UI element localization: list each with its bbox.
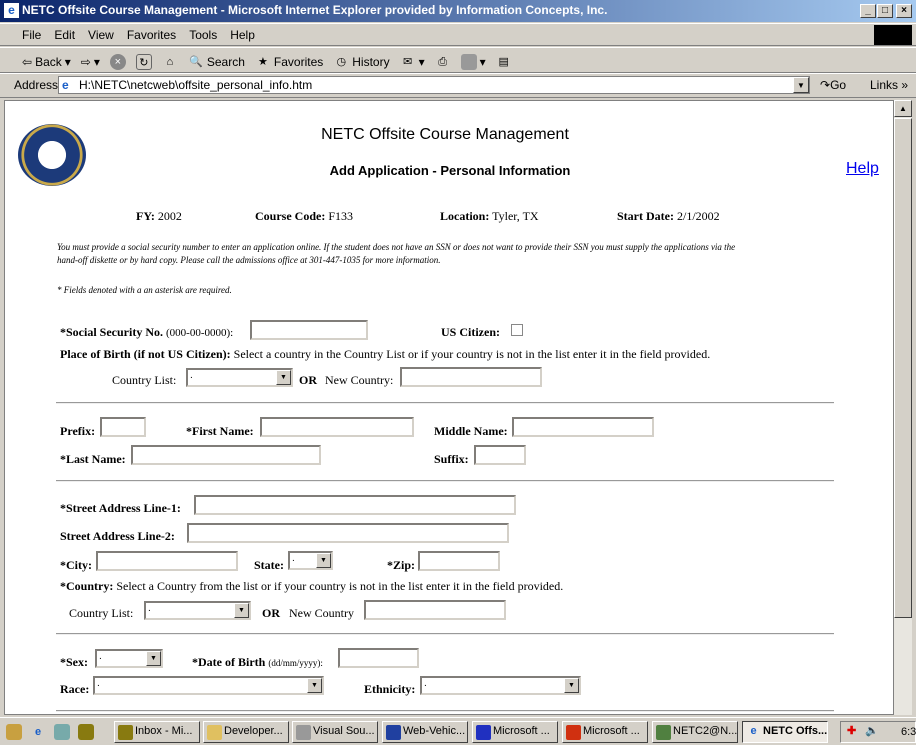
menu-favorites[interactable]: Favorites: [126, 28, 177, 42]
fy-info: [136, 209, 182, 224]
street1-input[interactable]: [194, 495, 516, 515]
suffix-input[interactable]: [474, 445, 526, 465]
task-label: NETC Offs...: [763, 725, 828, 737]
race-select[interactable]: [93, 676, 324, 695]
street2-input[interactable]: [187, 523, 509, 543]
start-info: [617, 209, 720, 224]
print-button[interactable]: [435, 52, 451, 72]
divider: [56, 480, 834, 482]
location-value: Tyler, TX: [492, 209, 539, 223]
word-icon: [386, 725, 401, 740]
address-url: H:\NETC\netcweb\offsite_personal_info.htm: [79, 78, 313, 92]
suffix-label: Suffix:: [434, 452, 469, 466]
select-value: .: [424, 678, 427, 689]
new-country-label: New Country: [289, 606, 354, 620]
system-tray: [840, 721, 916, 743]
city-input[interactable]: [96, 551, 238, 571]
back-label: Back: [35, 55, 62, 69]
task-word[interactable]: [382, 721, 468, 743]
street2-label: Street Address Line-2:: [60, 529, 175, 543]
app-icon: [476, 725, 491, 740]
race-label: Race:: [60, 682, 90, 696]
pob-new-country-input[interactable]: [400, 367, 542, 387]
country-list-label: Country List:: [69, 606, 134, 620]
sex-label: *Sex:: [60, 655, 88, 669]
history-icon: ◷: [336, 56, 347, 68]
divider: [56, 402, 834, 404]
window-title: NETC Offsite Course Management - Microsoft Internet Explorer provided by Information Concepts, Inc.: [22, 3, 608, 17]
history-button[interactable]: [333, 52, 389, 72]
pob-label: Place of Birth (if not US Citizen):: [60, 347, 231, 361]
vertical-scrollbar[interactable]: [894, 100, 912, 715]
edit-button[interactable]: ▾: [461, 52, 486, 72]
fy-value: 2002: [157, 209, 182, 223]
location-label: Location:: [440, 209, 490, 223]
address-label: Address: [14, 78, 59, 92]
menu-tools[interactable]: Tools: [189, 28, 218, 42]
ethnicity-select[interactable]: [420, 676, 581, 695]
ie-quicklaunch-icon[interactable]: e: [34, 726, 42, 738]
clock: 6:3: [901, 726, 916, 738]
taskbar: [0, 717, 916, 745]
prefix-label: Prefix:: [60, 424, 96, 438]
history-label: History: [352, 55, 390, 69]
task-label: Microsoft ...: [493, 725, 550, 737]
discuss-button[interactable]: [496, 52, 512, 72]
street1-label: *Street Address Line-1:: [60, 501, 181, 515]
chevron-down-icon: ▼: [276, 370, 291, 385]
maximize-button[interactable]: □: [877, 4, 893, 18]
zip-label: *Zip:: [387, 558, 416, 572]
state-select[interactable]: [288, 551, 333, 570]
last-name-label: *Last Name:: [60, 452, 126, 466]
edit-icon: [461, 54, 477, 70]
select-value: .: [148, 603, 151, 614]
stop-button[interactable]: [110, 52, 126, 72]
links-label: Links: [870, 78, 899, 92]
scroll-thumb[interactable]: [894, 118, 912, 618]
dob-format: (dd/mm/yyyy):: [268, 658, 323, 668]
us-citizen-label: US Citizen:: [441, 325, 500, 339]
ssn-notice-line2: hand-off diskette or by hard copy. Please call the admissions office at 301-447-1035 for more information.: [57, 255, 441, 265]
menu-help[interactable]: Help: [230, 28, 255, 42]
task-netc-offsite[interactable]: [742, 721, 828, 743]
task-microsoft-1[interactable]: [472, 721, 558, 743]
minimize-button[interactable]: _: [860, 4, 876, 18]
title-bar: [0, 0, 916, 22]
chevron-down-icon: ▼: [307, 678, 322, 693]
city-label: *City:: [60, 558, 92, 572]
ie-icon: e: [750, 725, 757, 737]
course-value: F133: [328, 209, 354, 223]
country-instructions: Select a Country from the list or if your country is not in the list enter it in the field provided.: [116, 579, 564, 593]
required-note: * Fields denoted with a an asterisk are required.: [57, 285, 232, 295]
start-label: Start Date:: [617, 209, 674, 223]
refresh-button[interactable]: [136, 52, 152, 72]
address-dropdown-button[interactable]: ▼: [793, 77, 809, 93]
divider: [56, 633, 834, 635]
toolbar: [0, 47, 916, 73]
menu-file[interactable]: File: [22, 28, 42, 42]
ethnicity-label: Ethnicity:: [364, 682, 416, 696]
windows-logo: [874, 25, 912, 45]
task-developer[interactable]: [203, 721, 289, 743]
country-label: *Country:: [60, 579, 114, 593]
country-select[interactable]: [144, 601, 251, 620]
mail-icon: ✉: [403, 56, 413, 68]
stop-icon: ×: [110, 54, 126, 70]
forward-button[interactable]: ⇨ ▾: [80, 55, 100, 69]
search-icon: [207, 725, 222, 740]
refresh-icon: ↻: [136, 54, 152, 70]
discuss-icon: ▤: [498, 56, 509, 68]
ssn-label: [60, 325, 233, 340]
sex-select[interactable]: [95, 649, 163, 668]
menu-bar: [0, 23, 916, 46]
page-subtitle: Add Application - Personal Information: [329, 163, 571, 178]
ssn-notice-line1: You must provide a social security number to enter an application online. If the student does not have an SSN or does not want to provide their SSN you must supply the applications via the: [57, 242, 736, 252]
scroll-up-button[interactable]: ▲: [894, 100, 912, 117]
chevron-down-icon: ▼: [564, 678, 579, 693]
ssn-input[interactable]: [250, 320, 368, 340]
mail-button[interactable]: ✉ ▾: [400, 52, 425, 72]
dob-label: *Date of Birth: [192, 655, 266, 669]
frog-icon: [656, 725, 671, 740]
favorites-button[interactable]: [255, 52, 323, 72]
back-arrow-icon: ⇦: [22, 55, 33, 69]
pob-instructions: Select a country in the Country List or if your country is not in the list enter it in the field provided.: [233, 347, 711, 361]
middle-name-label: Middle Name:: [434, 424, 508, 438]
task-label: Visual Sou...: [313, 725, 375, 737]
select-value: .: [99, 651, 102, 662]
start-value: 2/1/2002: [676, 209, 720, 223]
select-value: .: [292, 553, 295, 564]
volume-icon[interactable]: 🔈: [865, 725, 879, 737]
go-label: Go: [830, 78, 847, 92]
zip-input[interactable]: [418, 551, 500, 571]
task-label: Microsoft ...: [583, 725, 640, 737]
dob-input[interactable]: [338, 648, 419, 668]
search-button[interactable]: [188, 52, 245, 72]
course-label: Course Code:: [255, 209, 326, 223]
or-label: OR: [299, 373, 317, 387]
chevron-down-icon: ▼: [316, 553, 331, 568]
network-icon[interactable]: [54, 724, 70, 740]
help-link[interactable]: Help: [846, 160, 879, 177]
middle-name-input[interactable]: [512, 417, 654, 437]
task-label: Web-Vehic...: [403, 725, 466, 737]
vault-icon: [296, 725, 311, 740]
page-content: [4, 100, 894, 715]
chevron-down-icon: ▼: [234, 603, 249, 618]
back-button[interactable]: ⇦ Back ▾: [22, 55, 71, 69]
address-input[interactable]: [58, 76, 810, 94]
page-icon: e: [62, 78, 69, 92]
favorites-label: Favorites: [273, 55, 324, 69]
pob-country-list-label: Country List:: [112, 373, 177, 387]
show-desktop-icon[interactable]: [6, 724, 22, 740]
outlook-icon: [118, 725, 133, 740]
fy-label: FY:: [136, 209, 155, 223]
task-inbox[interactable]: [114, 721, 200, 743]
menu-edit[interactable]: Edit: [54, 28, 76, 42]
us-citizen-checkbox[interactable]: [511, 324, 523, 336]
chevron-down-icon: ▼: [146, 651, 161, 666]
favorites-icon: ★: [257, 56, 268, 68]
select-value: .: [190, 370, 193, 381]
ie-icon: e: [4, 3, 19, 18]
pob-new-country-label: New Country:: [325, 373, 394, 387]
go-icon: ↷: [820, 78, 831, 92]
task-label: NETC2@N...: [673, 725, 738, 737]
new-country-input[interactable]: [364, 600, 506, 620]
app-icon: [566, 725, 581, 740]
prefix-input[interactable]: [100, 417, 146, 437]
outlook-icon[interactable]: [78, 724, 94, 740]
ssn-label-text: *Social Security No.: [60, 325, 163, 339]
divider: [56, 710, 834, 712]
page-title: NETC Offsite Course Management: [321, 126, 569, 143]
first-name-label: *First Name:: [186, 424, 254, 438]
or-label: OR: [262, 606, 280, 620]
task-microsoft-2[interactable]: [562, 721, 648, 743]
last-name-input[interactable]: [131, 445, 321, 465]
tray-icon[interactable]: ✚: [847, 725, 857, 737]
task-netc2[interactable]: [652, 721, 738, 743]
close-button[interactable]: ×: [896, 4, 912, 18]
home-button[interactable]: [162, 52, 178, 72]
first-name-input[interactable]: [260, 417, 414, 437]
location-info: [440, 209, 539, 224]
task-label: Developer...: [224, 725, 283, 737]
select-value: .: [97, 678, 100, 689]
home-icon: ⌂: [166, 56, 174, 68]
go-button[interactable]: [820, 78, 846, 92]
task-label: Inbox - Mi...: [135, 725, 193, 737]
forward-arrow-icon: ⇨: [80, 55, 91, 69]
print-icon: ⎙: [438, 56, 448, 68]
state-label: State:: [254, 558, 284, 572]
links-button[interactable]: Links »: [870, 78, 909, 92]
pob-country-select[interactable]: [186, 368, 293, 387]
search-label: Search: [206, 55, 245, 69]
search-icon: 🔍: [189, 56, 203, 68]
menu-view[interactable]: View: [88, 28, 114, 42]
ssn-format: (000-00-0000):: [166, 327, 234, 339]
course-info: [255, 209, 353, 224]
task-visual-source[interactable]: [292, 721, 378, 743]
